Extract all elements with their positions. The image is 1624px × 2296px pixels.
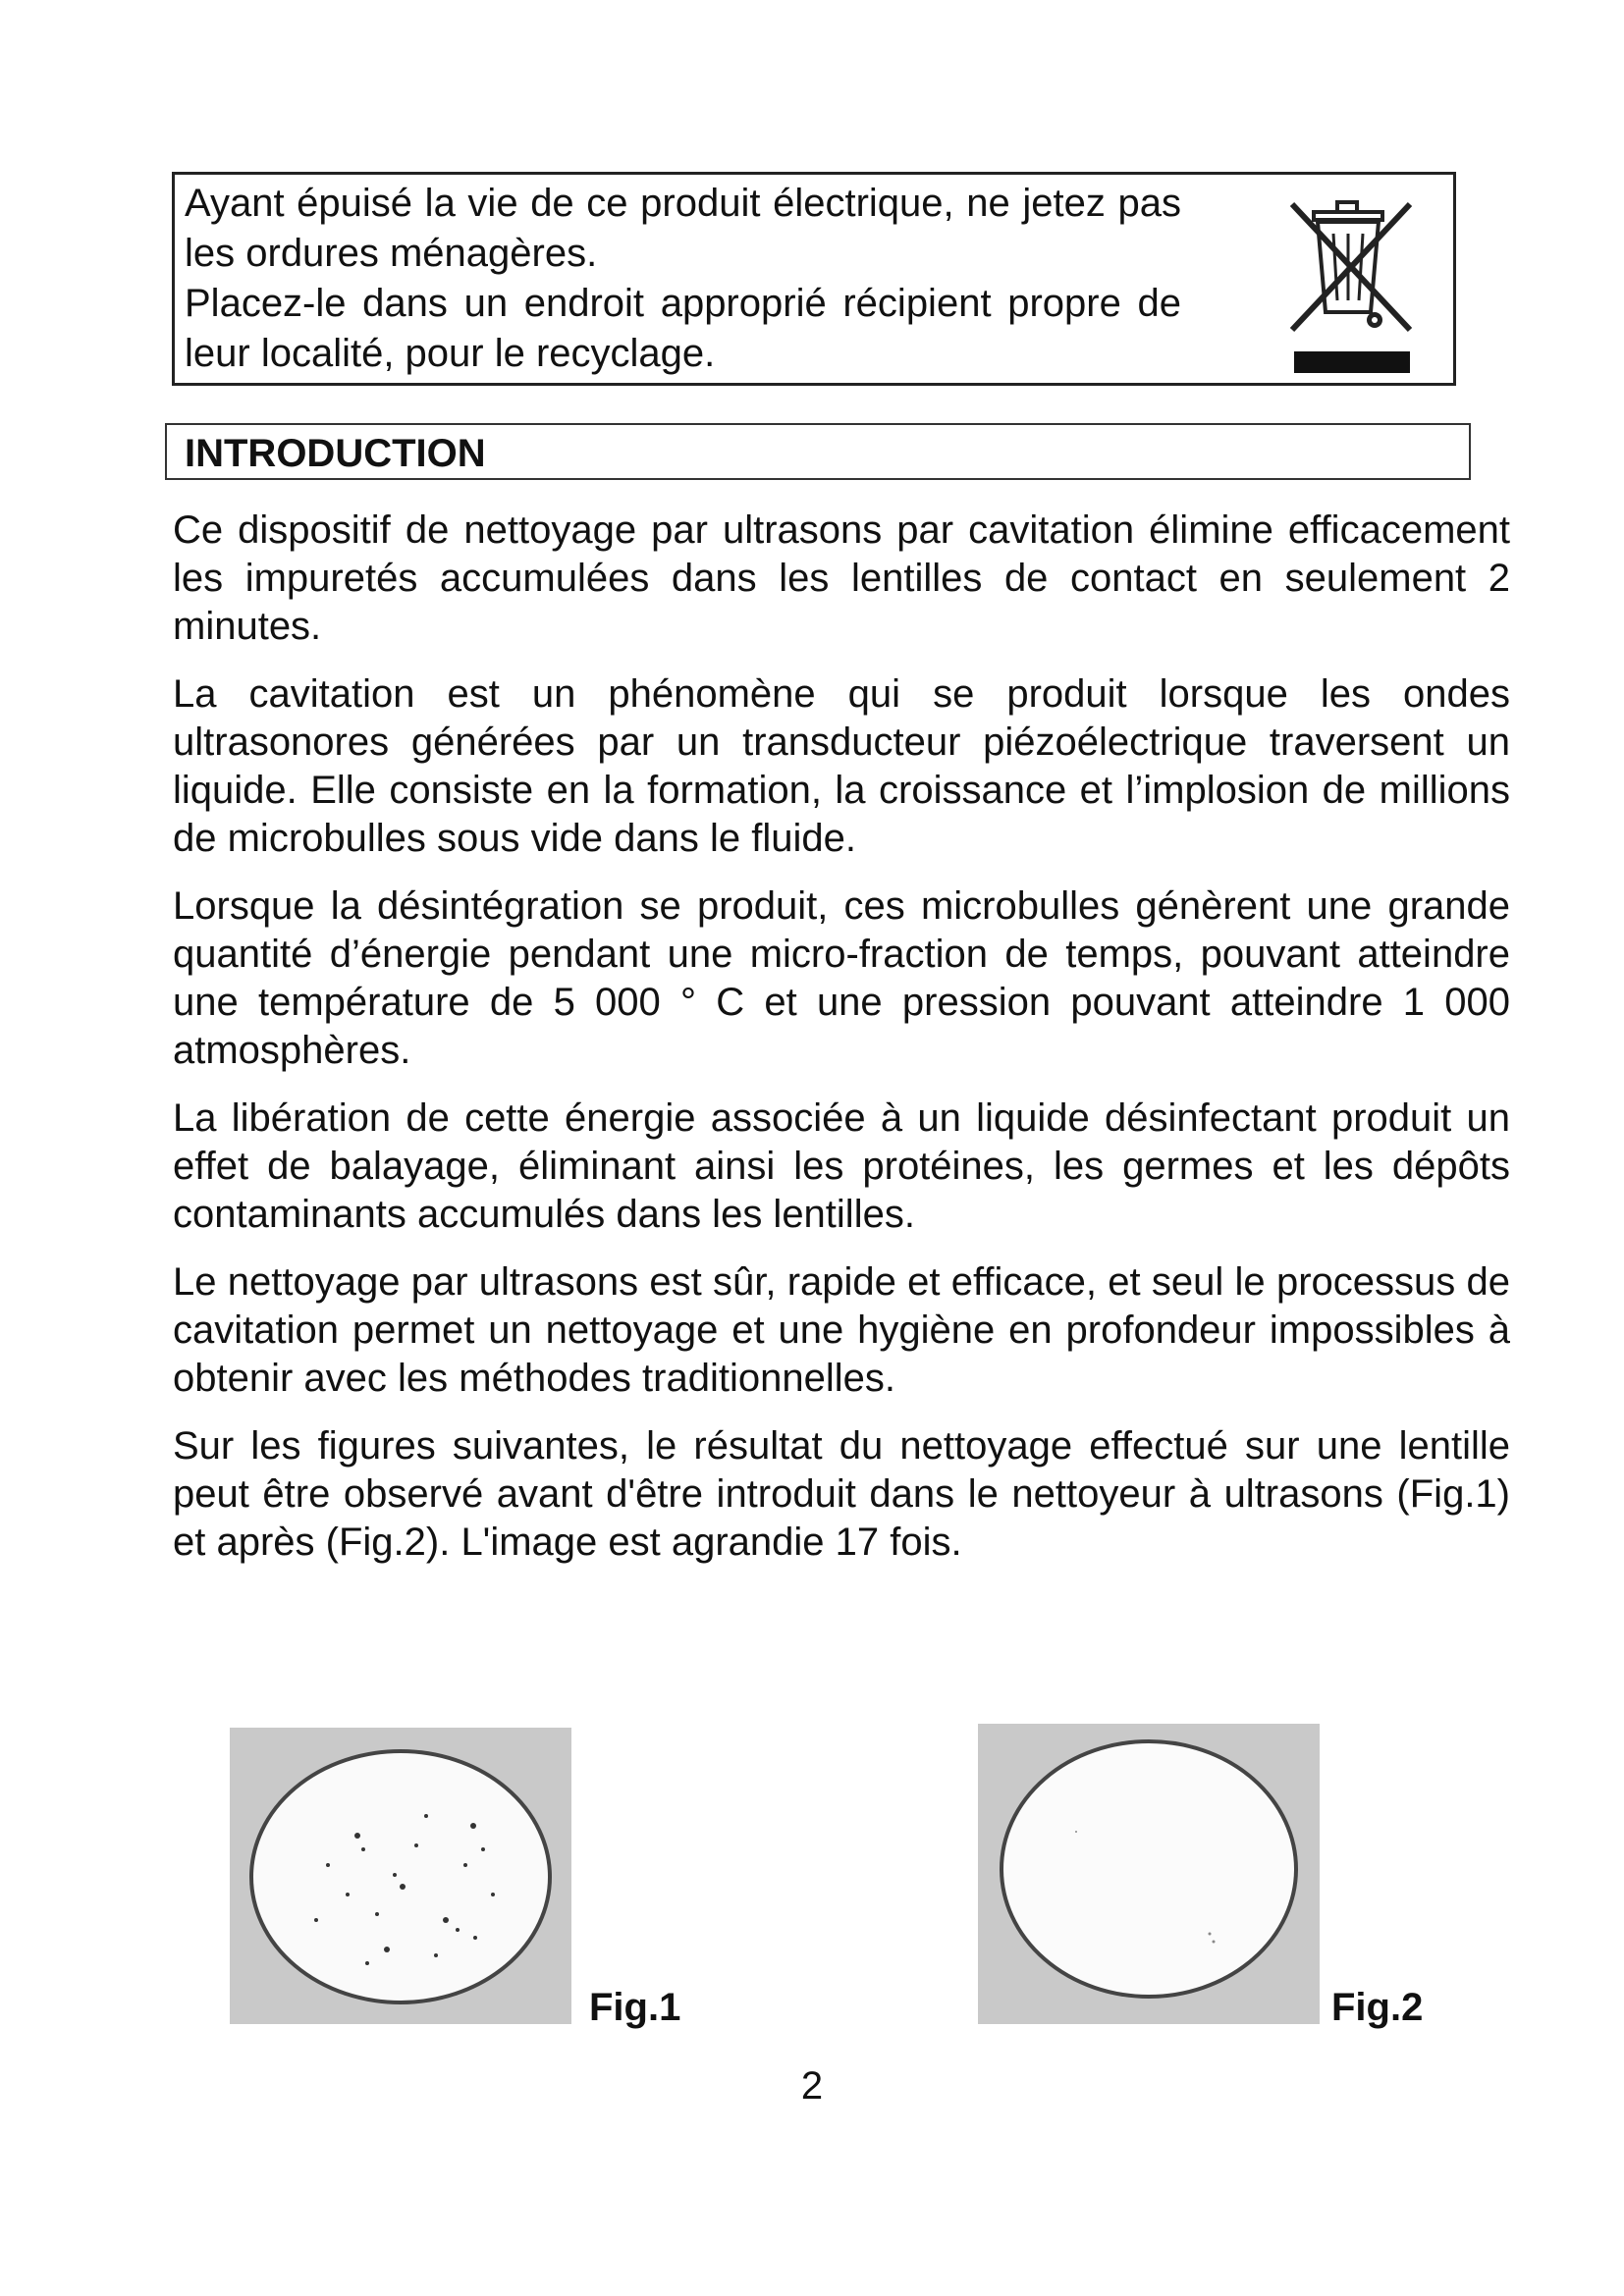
paragraph: Ce dispositif de nettoyage par ultrasons par cavitation élimine efficacement les impuretés accumulées dans les lentilles de contact en seulement 2 minutes. bbox=[173, 508, 1510, 648]
figure-caption: Fig.2 bbox=[1331, 1986, 1424, 2029]
disposal-notice-text bbox=[185, 179, 1181, 379]
paragraph: Le nettoyage par ultrasons est sûr, rapide et efficace, et seul le processus de cavitation permet un nettoyage et une hygiène en profondeur impossibles à obtenir avec les méthodes traditionnelles. bbox=[173, 1260, 1510, 1400]
paragraph: Sur les figures suivantes, le résultat du nettoyage effectué sur une lentille peut être observé avant d'être introduit dans le nettoyeur à ultrasons (Fig.1) et après (Fig.2). L'image est agrandie 17 fois. bbox=[173, 1424, 1510, 1564]
crossed-out-wheelie-bin-icon bbox=[1272, 183, 1430, 379]
section-title: INTRODUCTION bbox=[185, 432, 486, 475]
paragraph: Lorsque la désintégration se produit, ces microbulles génèrent une grande quantité d’énergie pendant une micro-fraction de temps, pouvant atteindre une température de 5 000 ° C et une pression pouvant atteindre 1 000 atmosphères. bbox=[173, 884, 1510, 1072]
introduction-body bbox=[173, 507, 1510, 1586]
figure-caption: Fig.1 bbox=[589, 1986, 681, 2029]
lens-before-image bbox=[230, 1728, 571, 2024]
lens-after-image bbox=[978, 1724, 1320, 2024]
paragraph: La libération de cette énergie associée à un liquide désinfectant produit un effet de balayage, éliminant ainsi les protéines, les germes et les dépôts contaminants accumulés dans les lentilles. bbox=[173, 1096, 1510, 1236]
notice-line: Placez-le dans un endroit approprié récipient propre de leur localité, pour le recyclage. bbox=[185, 282, 1181, 375]
introduction-heading-box bbox=[165, 423, 1471, 480]
disposal-notice-box bbox=[172, 172, 1456, 386]
page-number: 2 bbox=[800, 2064, 824, 2108]
paragraph: La cavitation est un phénomène qui se produit lorsque les ondes ultrasonores générées par un transducteur piézoélectrique traversent un liquide. Elle consiste en la formation, la croissance et l’implosion de millions de microbulles sous vide dans le fluide. bbox=[173, 672, 1510, 860]
notice-line: Ayant épuisé la vie de ce produit électrique, ne jetez pas les ordures ménagères. bbox=[185, 182, 1181, 275]
